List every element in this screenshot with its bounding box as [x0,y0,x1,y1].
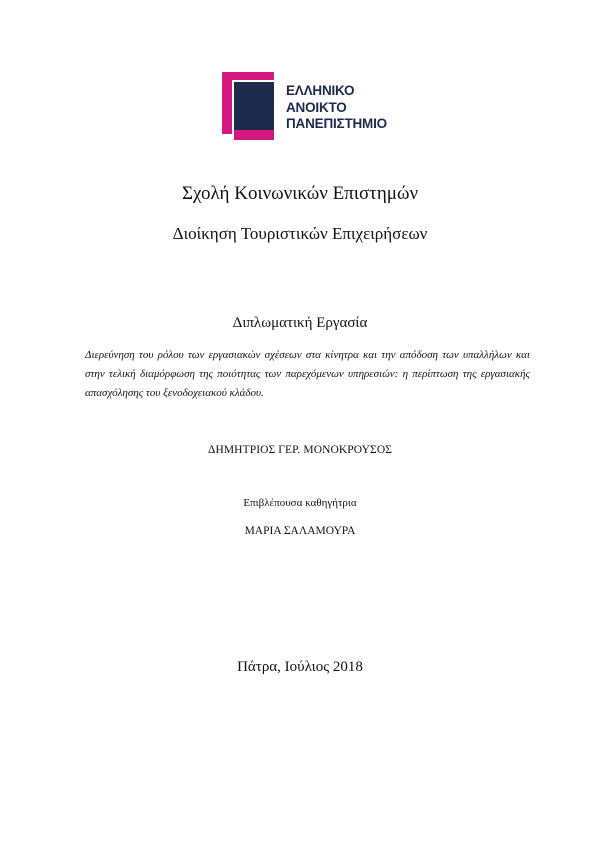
author-name: ΔΗΜΗΤΡΙΟΣ ΓΕΡ. ΜΟΝΟΚΡΟΥΣΟΣ [207,444,393,456]
logo-mark-icon [222,72,282,142]
school-name: Σχολή Κοινωνικών Επιστημών [181,183,419,204]
logo-line-2: ΑΝΟΙΚΤΟ [286,99,347,115]
document-type: Διπλωματική Εργασία [232,315,368,331]
supervisor-label: Επιβλέπουσα καθηγήτρια [243,497,357,509]
thesis-title: Διερεύνηση του ρόλου των εργασιακών σχέσεων στα κίνητρα και την απόδοση των υπαλλήλων και στην τελική διαμόρφωση της ποιότητας των παρεχόμενων υπηρεσιών: η περίπτωση της εργασιακής απασχόλησης του ξενοδοχειακού κλάδου. [85,349,530,399]
university-logo [222,72,412,144]
logo-text [286,83,387,133]
logo-line-3: ΠΑΝΕΠΙΣΤΗΜΙΟ [286,116,387,131]
department-name: Διοίκηση Τουριστικών Επιχειρήσεων [172,224,428,243]
supervisor-name: ΜΑΡΙΑ ΣΑΛΑΜΟΥΡΑ [244,525,356,537]
logo-line-1: ΕΛΛΗΝΙΚΟ [286,83,355,98]
place-date: Πάτρα, Ιούλιος 2018 [237,659,363,675]
